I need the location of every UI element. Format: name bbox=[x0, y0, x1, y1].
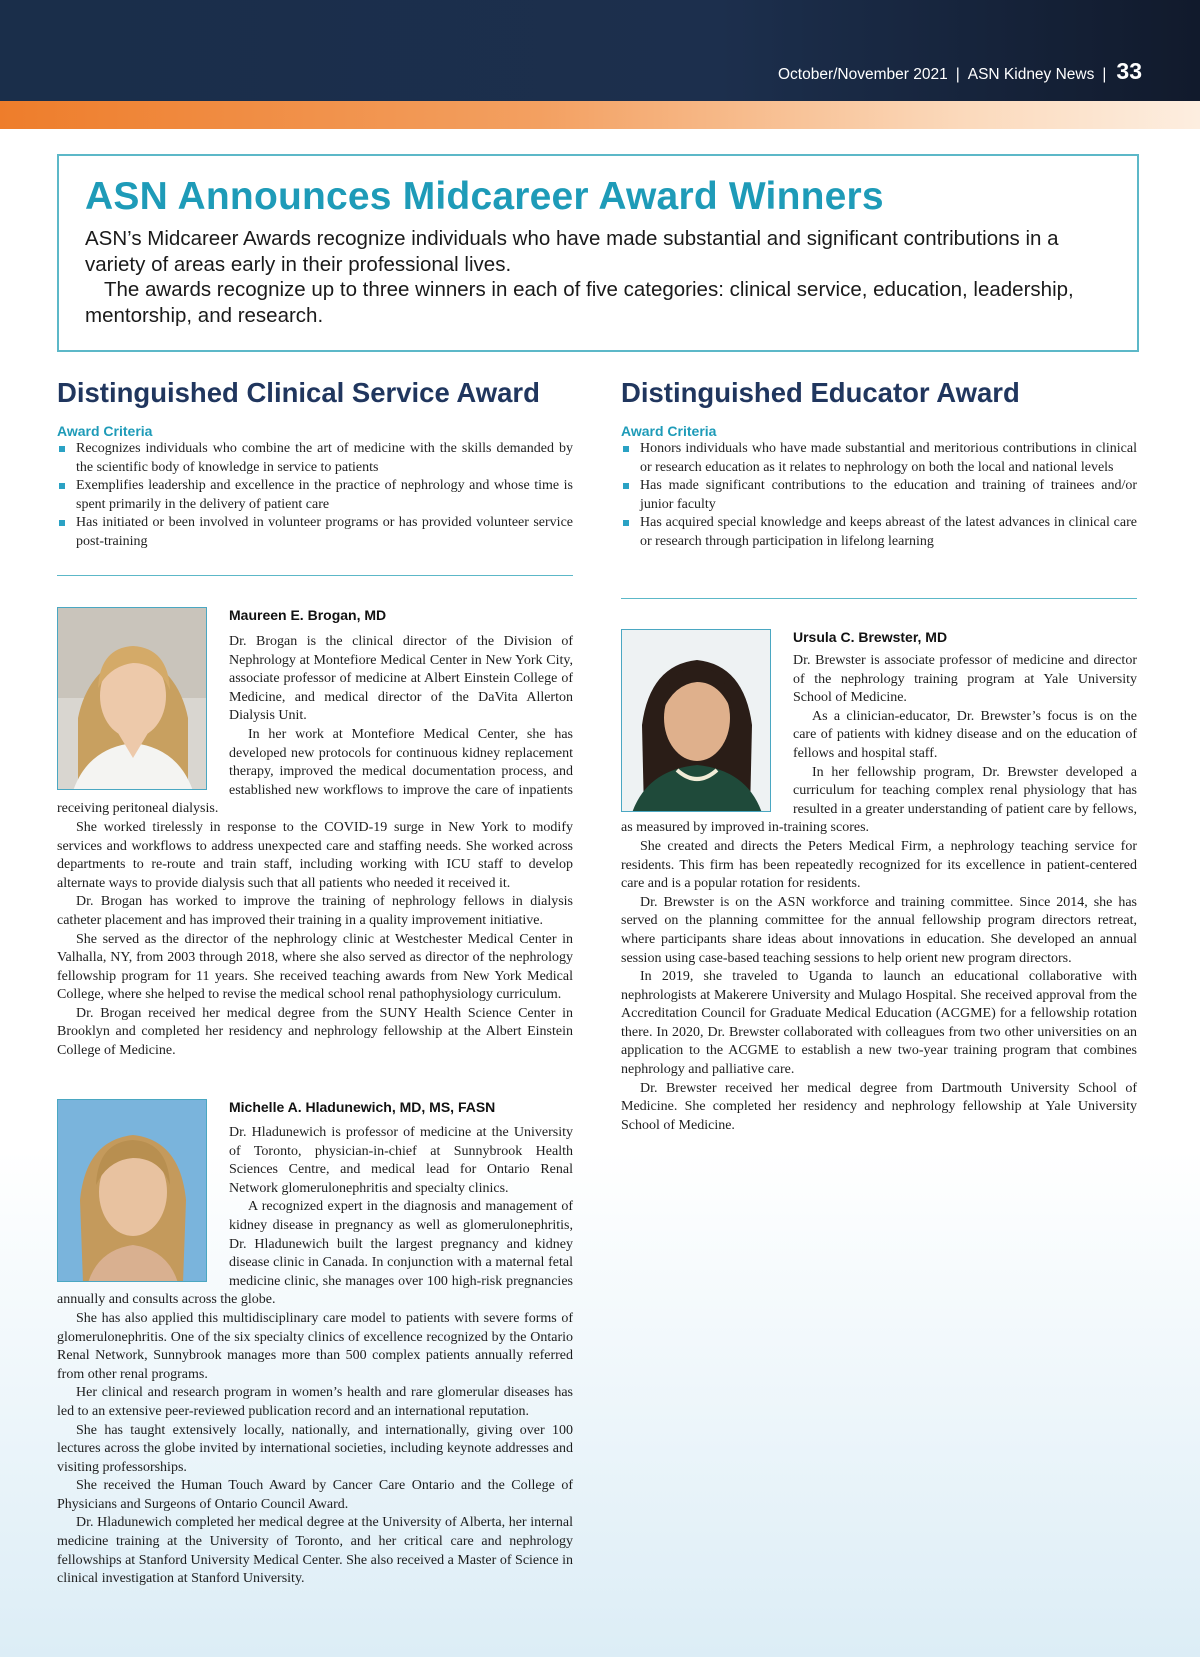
bio-paragraph: Dr. Brewster is associate professor of medicine and director of the nephrology training program at Yale University School of Medicine. bbox=[793, 653, 1137, 706]
bio-paragraph: Dr. Brogan is the clinical director of the Division of Nephrology at Montefiore Medical Center in New York City, associate professor of medicine at Albert Einstein College of Medicine, and medical director of the DaVita Allerton Dialysis Unit. bbox=[229, 634, 573, 724]
educator-criteria-label: Award Criteria bbox=[621, 423, 717, 439]
criteria-item bbox=[57, 477, 573, 514]
clinical-criteria-list bbox=[57, 440, 573, 552]
bio-paragraph: She created and directs the Peters Medical Firm, a nephrology teaching service for residents. This firm has been repeatedly recognized for its excellence in patient-centered care and is a popular rotation for residents. bbox=[621, 838, 1137, 892]
photo-wrap-spacer bbox=[57, 1124, 229, 1291]
brewster-bio bbox=[621, 652, 1137, 1135]
bio-paragraph: She served as the director of the nephrology clinic at Westchester Medical Center in Valhalla, NY, from 2003 through 2018, where she also served as director of the nephrology fellowship program for 11 years. She received teaching awards from New York Medical College, where she helped to revise the medical school renal pathophysiology curriculum. bbox=[57, 931, 573, 1003]
bullet-icon bbox=[59, 520, 65, 526]
bio-paragraph: In her work at Montefiore Medical Center, she has developed new protocols for continuous kidney replacement therapy, improved the medical documentation process, and established new workflows to improve the care of inpatients receiving peritoneal dialysis. bbox=[57, 726, 573, 817]
bio-paragraph: A recognized expert in the diagnosis and management of kidney disease in pregnancy as well as glomerulonephritis, Dr. Hladunewich built the largest pregnancy and kidney disease clinic in Canada. In conjunction with a maternal fetal medicine clinic, she manages over 100 high-risk pregnancies annually and consults across the globe. bbox=[57, 1199, 573, 1308]
bio-paragraph: Dr. Brogan has worked to improve the training of nephrology fellows in dialysis catheter placement and has improved their training in a quality improvement initiative. bbox=[57, 894, 573, 928]
bullet-icon bbox=[623, 483, 629, 489]
photo-wrap-spacer bbox=[57, 633, 229, 798]
header-meta bbox=[778, 58, 1142, 85]
bio-paragraph: Dr. Brewster received her medical degree from Dartmouth University School of Medicine. She completed her residency and nephrology fellowship at Yale University School of Medicine. bbox=[621, 1080, 1137, 1133]
publication-name: ASN Kidney News bbox=[967, 66, 1095, 83]
header-separator-2: | bbox=[1102, 66, 1107, 83]
bullet-icon bbox=[623, 446, 629, 452]
header-separator-1: | bbox=[955, 66, 960, 83]
clinical-divider bbox=[57, 575, 573, 576]
bullet-icon bbox=[59, 483, 65, 489]
bio-paragraph: She received the Human Touch Award by Cancer Care Ontario and the College of Physicians and Surgeons of Ontario Council Award. bbox=[57, 1478, 573, 1512]
educator-criteria-list bbox=[621, 440, 1137, 552]
article-title: ASN Announces Midcareer Award Winners bbox=[85, 175, 884, 218]
bio-paragraph: In 2019, she traveled to Uganda to launch an educational collaborative with nephrologists at Makerere University and Mulago Hospital. She received approval from the Accreditation Council for Graduate Medical Education (ACGME) for a fellowship rotation there. In 2020, Dr. Brewster collaborated with colleagues from two other universities on an application to the ACGME to establish a new two-year training program that combines nephrology and palliative care. bbox=[621, 969, 1137, 1078]
brewster-name: Ursula C. Brewster, MD bbox=[793, 629, 948, 645]
bullet-icon bbox=[623, 520, 629, 526]
intro-paragraph-1: ASN’s Midcareer Awards recognize individuals who have made substantial and significant contributions in a variety of areas early in their professional lives. bbox=[85, 227, 1059, 276]
issue-date: October/November 2021 bbox=[777, 66, 948, 83]
bio-paragraph: As a clinician-educator, Dr. Brewster’s focus is on the care of patients with kidney disease and on the education of fellows and hospital staff. bbox=[793, 708, 1137, 761]
criteria-text: Has initiated or been involved in volunteer programs or has provided volunteer service post-training bbox=[76, 515, 573, 549]
bio-paragraph: In her fellowship program, Dr. Brewster developed a curriculum for teaching complex renal physiology that has resulted in a greater understanding of patient care by fellows, as measured by improved in-training scores. bbox=[621, 764, 1137, 836]
bio-paragraph: She worked tirelessly in response to the COVID-19 surge in New York to modify services and workflows to address unexpected care and staffing needs. She worked across departments to re-route and train staff, including working with ICU staff to develop alternate ways to provide dialysis such that all patients who needed it received it. bbox=[57, 819, 573, 891]
bullet-icon bbox=[59, 446, 65, 452]
educator-award-heading: Distinguished Educator Award bbox=[621, 377, 1020, 408]
bio-paragraph: She has also applied this multidisciplinary care model to patients with severe forms of glomerulonephritis. One of the six specialty clinics of excellence recognized by the Ontario Renal Network, Sunnybrook manages more than 500 complex patients annually referred from other renal programs. bbox=[57, 1310, 573, 1382]
hladunewich-name: Michelle A. Hladunewich, MD, MS, FASN bbox=[229, 1099, 496, 1115]
intro-paragraph-2: The awards recognize up to three winners in each of five categories: clinical service, education, leadership, mentorship, and research. bbox=[85, 278, 1074, 327]
criteria-text: Has acquired special knowledge and keeps abreast of the latest advances in clinical care or research through participation in lifelong learning bbox=[640, 515, 1137, 549]
orange-accent-band bbox=[0, 101, 1200, 129]
clinical-criteria-label: Award Criteria bbox=[57, 423, 153, 439]
criteria-text: Recognizes individuals who combine the art of medicine with the skills demanded by the scientific body of knowledge in service to patients bbox=[76, 441, 573, 475]
clinical-award-heading: Distinguished Clinical Service Award bbox=[57, 377, 540, 408]
page-number: 33 bbox=[1116, 58, 1142, 84]
bio-paragraph: Dr. Brewster is on the ASN workforce and training committee. Since 2014, she has served on the planning committee for the annual fellowship program directors retreat, where participants share ideas about innovations in education. She developed an annual session using case-based teaching sessions to help orient new program directors. bbox=[621, 894, 1137, 966]
educator-divider bbox=[621, 598, 1137, 599]
bio-paragraph: Dr. Hladunewich is professor of medicine at the University of Toronto, physician-in-chief at Sunnybrook Health Sciences Centre, and medical lead for Ontario Renal Network glomerulonephritis and specialty clinics. bbox=[229, 1125, 573, 1196]
educator-column bbox=[621, 376, 1137, 552]
criteria-item bbox=[57, 514, 573, 551]
criteria-text: Exemplifies leadership and excellence in the practice of nephrology and whose time is spent primarily in the delivery of patient care bbox=[76, 478, 573, 512]
bio-paragraph: Her clinical and research program in women’s health and rare glomerular diseases has led to an extensive peer-reviewed publication record and an international reputation. bbox=[57, 1385, 573, 1419]
intro-box bbox=[57, 154, 1139, 352]
criteria-item bbox=[621, 440, 1137, 477]
page-header bbox=[0, 0, 1200, 101]
criteria-text: Has made significant contributions to the education and training of trainees and/or junior faculty bbox=[640, 478, 1137, 512]
brogan-name: Maureen E. Brogan, MD bbox=[229, 607, 387, 623]
hladunewich-bio bbox=[57, 1124, 573, 1589]
clinical-service-column bbox=[57, 376, 573, 552]
photo-wrap-spacer bbox=[621, 652, 793, 819]
criteria-item bbox=[621, 477, 1137, 514]
criteria-item bbox=[621, 514, 1137, 551]
brogan-bio bbox=[57, 633, 573, 1061]
bio-paragraph: Dr. Brogan received her medical degree from the SUNY Health Science Center in Brooklyn and completed her residency and nephrology fellowship at the Albert Einstein College of Medicine. bbox=[57, 1005, 573, 1059]
criteria-text: Honors individuals who have made substantial and meritorious contributions in clinical or research education as it relates to nephrology on both the local and national levels bbox=[640, 441, 1137, 475]
criteria-item bbox=[57, 440, 573, 477]
bio-paragraph: Dr. Hladunewich completed her medical degree at the University of Alberta, her internal medicine training at the University of Toronto, and her critical care and nephrology fellowships at Stanford University Medical Center. She also received a Master of Science in clinical investigation at Stanford University. bbox=[57, 1515, 573, 1587]
bio-paragraph: She has taught extensively locally, nationally, and internationally, giving over 100 lectures across the globe invited by international societies, including keynote addresses and visiting professorships. bbox=[57, 1422, 573, 1475]
